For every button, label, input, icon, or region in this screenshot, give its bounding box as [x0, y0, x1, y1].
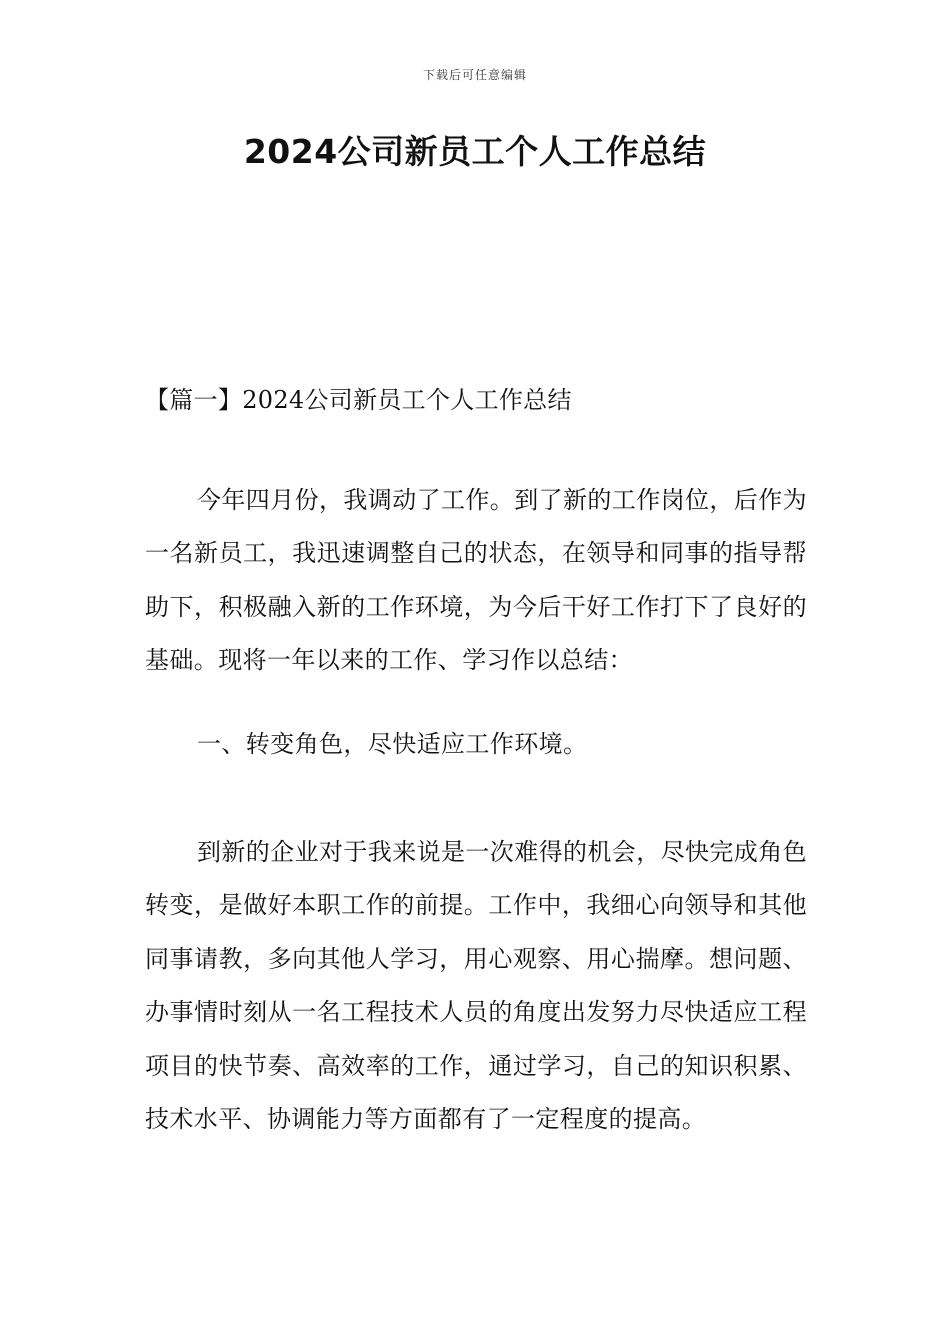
header-note: 下载后可任意编辑	[422, 68, 527, 82]
document-title: 2024公司新员工个人工作总结	[243, 132, 707, 171]
section-heading: 【篇一】2024公司新员工个人工作总结	[145, 386, 572, 414]
paragraph-adapt-role: 到新的企业对于我来说是一次难得的机会，尽快完成角色转变，是做好本职工作的前提。工作中，我细心向领导和其他同事请教，多向其他人学习，用心观察、用心揣摩。想问题、办事情时刻从一名工程技术人员的角度出发努力尽快适应工程项目的快节奏、高效率的工作，通过学习，自己的知识积累、技术水平、协调能力等方面都有了一定程度的提高。	[145, 838, 807, 1134]
subheading-adapt-role: 一、转变角色，尽快适应工作环境。	[197, 730, 588, 758]
paragraph-intro: 今年四月份，我调动了工作。到了新的工作岗位，后作为一名新员工，我迅速调整自己的状态，在领导和同事的指导帮助下，积极融入新的工作环境，为今后干好工作打下了良好的基础。现将一年以来的工作、学习作以总结：	[145, 486, 807, 675]
